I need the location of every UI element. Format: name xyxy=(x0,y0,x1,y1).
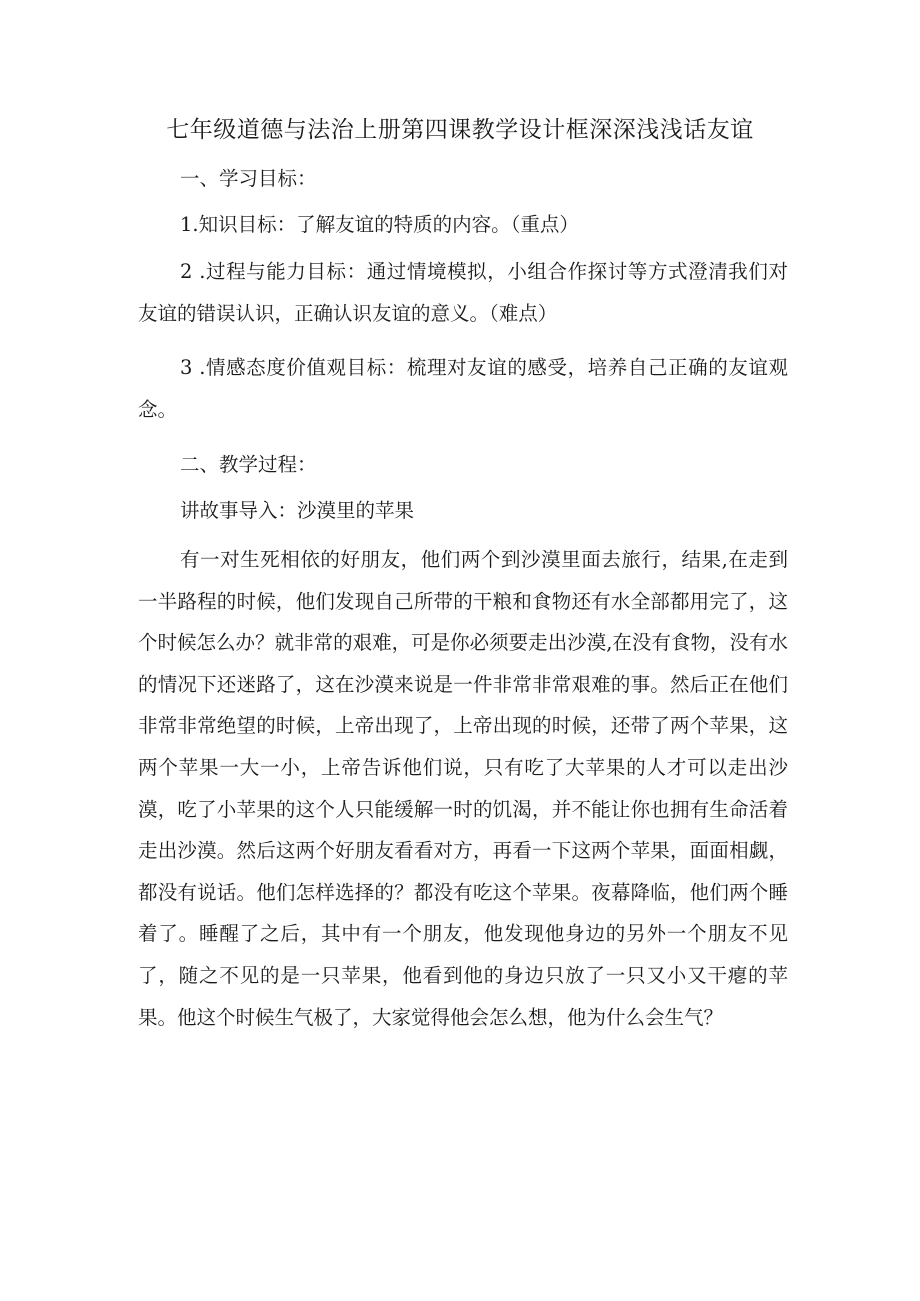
section-heading-process: 二、教学过程： xyxy=(180,453,317,476)
goal-process-ability: 2 .过程与能力目标：通过情境模拟，小组合作探讨等方式澄清我们对友谊的错误认识，正确认识友谊的意义。（难点） xyxy=(138,260,788,325)
section-heading-goals: 一、学习目标： xyxy=(180,167,317,190)
goal-emotion-values: 3 .情感态度价值观目标：梳理对友谊的感受，培养自己正确的友谊观念。 xyxy=(138,356,788,421)
story-intro-line: 讲故事导入：沙漠里的苹果 xyxy=(180,499,415,522)
story-body-paragraph: 有一对生死相依的好朋友，他们两个到沙漠里面去旅行，结果,在走到一半路程的时候，他们发现自己所带的干粮和食物还有水全部都用完了，这个时候怎么办？就非常的艰难，可是你必须要走出沙漠,在没有食物，没有水的情况下还迷路了，这在沙漠来说是一件非常非常艰难的事。然后正在他们非常非常绝望的时候，上帝出现了，上帝出现的时候，还带了两个苹果，这两个苹果一大一小，上帝告诉他们说，只有吃了大苹果的人才可以走出沙漠，吃了小苹果的这个人只能缓解一时的饥渴，并不能让你也拥有生命活着走出沙漠。然后这两个好朋友看看对方，再看一下这两个苹果，面面相觑，都没有说话。他们怎样选择的？都没有吃这个苹果。夜幕降临，他们两个睡着了。睡醒了之后，其中有一个朋友，他发现他身边的另外一个朋友不见了，随之不见的是一只苹果，他看到他的身边只放了一只又小又干瘪的苹果。他这个时候生气极了，大家觉得他会怎么想，他为什么会生气？ xyxy=(138,548,788,1029)
goal-knowledge: 1.知识目标：了解友谊的特质的内容。（重点） xyxy=(180,213,579,236)
document-title: 七年级道德与法治上册第四课教学设计框深深浅浅话友谊 xyxy=(166,117,754,143)
